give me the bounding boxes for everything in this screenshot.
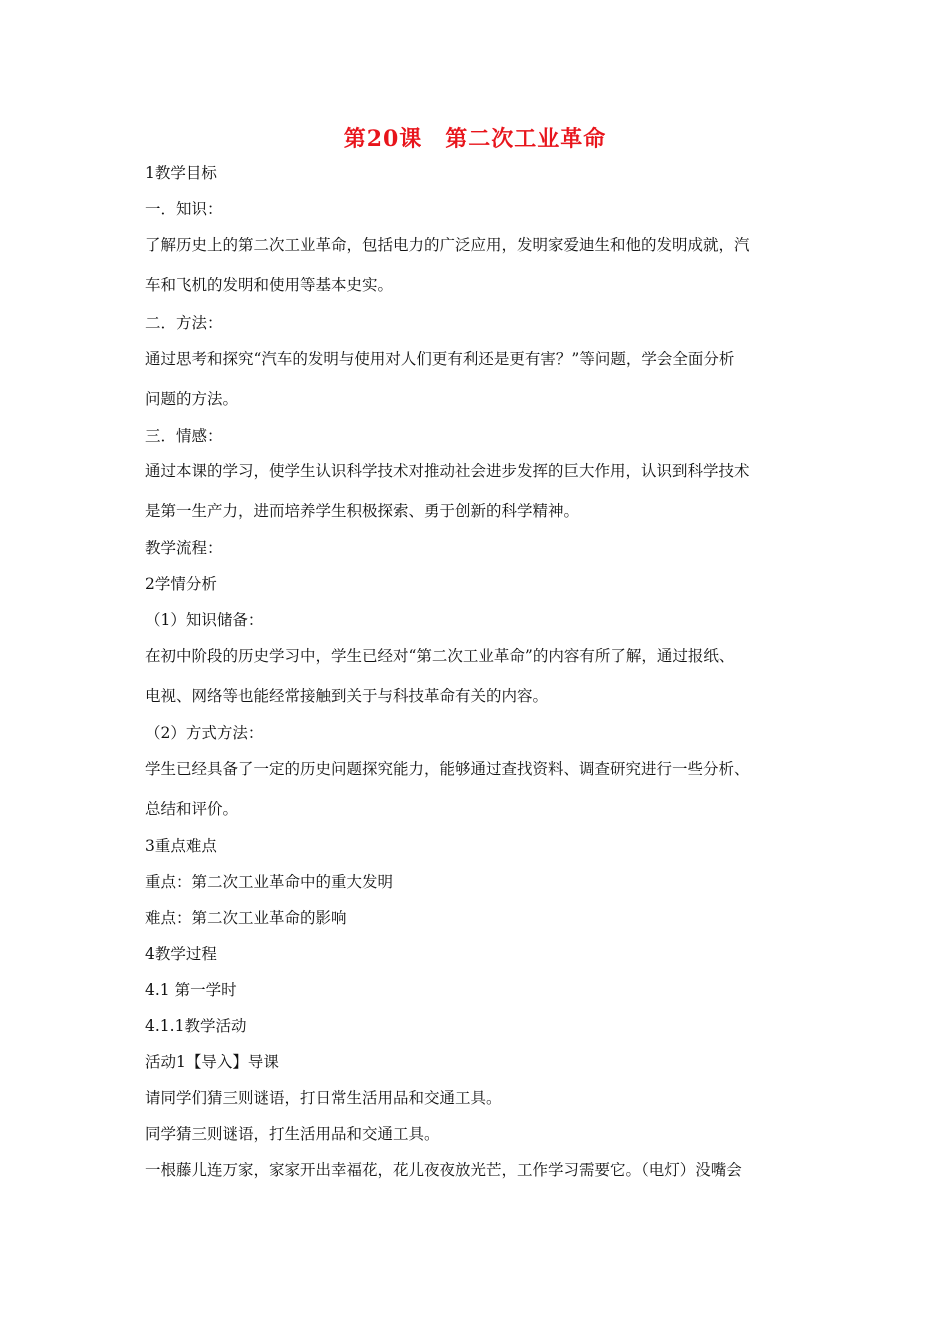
paragraph-line: 是第一生产力，进而培养学生积极探索、勇于创新的科学精神。 bbox=[145, 502, 580, 520]
paragraph-line: 一根藤儿连万家，家家开出幸福花，花儿夜夜放光芒，工作学习需要它。（电灯）没嘴会 bbox=[145, 1161, 742, 1179]
document-title: 第20课 第二次工业革命 bbox=[343, 126, 607, 152]
paragraph-line: 通过本课的学习，使学生认识科学技术对推动社会进步发挥的巨大作用，认识到科学技术 bbox=[145, 462, 750, 480]
paragraph-line: 在初中阶段的历史学习中，学生已经对“第二次工业革命”的内容有所了解，通过报纸、 bbox=[145, 647, 735, 665]
paragraph-line: 总结和评价。 bbox=[145, 800, 239, 818]
paragraph-line: 问题的方法。 bbox=[145, 390, 239, 408]
subheading-knowledge: 一．知识： bbox=[145, 200, 223, 218]
paragraph-line: 请同学们猜三则谜语，打日常生活用品和交通工具。 bbox=[145, 1089, 502, 1107]
subheading-first-period: 4.1 第一学时 bbox=[145, 981, 237, 999]
paragraph-line: 同学猜三则谜语，打生活用品和交通工具。 bbox=[145, 1125, 440, 1143]
section-heading-student-analysis: 2学情分析 bbox=[145, 575, 217, 593]
paragraph-line: 了解历史上的第二次工业革命，包括电力的广泛应用，发明家爱迪生和他的发明成就，汽 bbox=[145, 236, 750, 254]
paragraph-line: 通过思考和探究“汽车的发明与使用对人们更有利还是更有害？”等问题，学会全面分析 bbox=[145, 350, 735, 368]
subheading-teaching-flow: 教学流程： bbox=[145, 539, 223, 557]
key-point-line: 重点：第二次工业革命中的重大发明 bbox=[145, 873, 394, 891]
paragraph-line: 电视、网络等也能经常接触到关于与科技革命有关的内容。 bbox=[145, 687, 549, 705]
subheading-emotion: 三．情感： bbox=[145, 427, 223, 445]
subheading-methods: （2）方式方法： bbox=[145, 724, 264, 742]
section-heading-key-points: 3重点难点 bbox=[145, 837, 217, 855]
section-heading-process: 4教学过程 bbox=[145, 945, 217, 963]
subheading-method: 二．方法： bbox=[145, 314, 223, 332]
paragraph-line: 学生已经具备了一定的历史问题探究能力，能够通过查找资料、调查研究进行一些分析、 bbox=[145, 760, 750, 778]
subheading-activities: 4.1.1教学活动 bbox=[145, 1017, 247, 1035]
subheading-knowledge-reserve: （1）知识储备： bbox=[145, 611, 264, 629]
paragraph-line: 车和飞机的发明和使用等基本史实。 bbox=[145, 276, 394, 294]
difficulty-line: 难点：第二次工业革命的影响 bbox=[145, 909, 347, 927]
section-heading-objectives: 1教学目标 bbox=[145, 164, 217, 182]
activity-heading: 活动1【导入】导课 bbox=[145, 1053, 279, 1071]
